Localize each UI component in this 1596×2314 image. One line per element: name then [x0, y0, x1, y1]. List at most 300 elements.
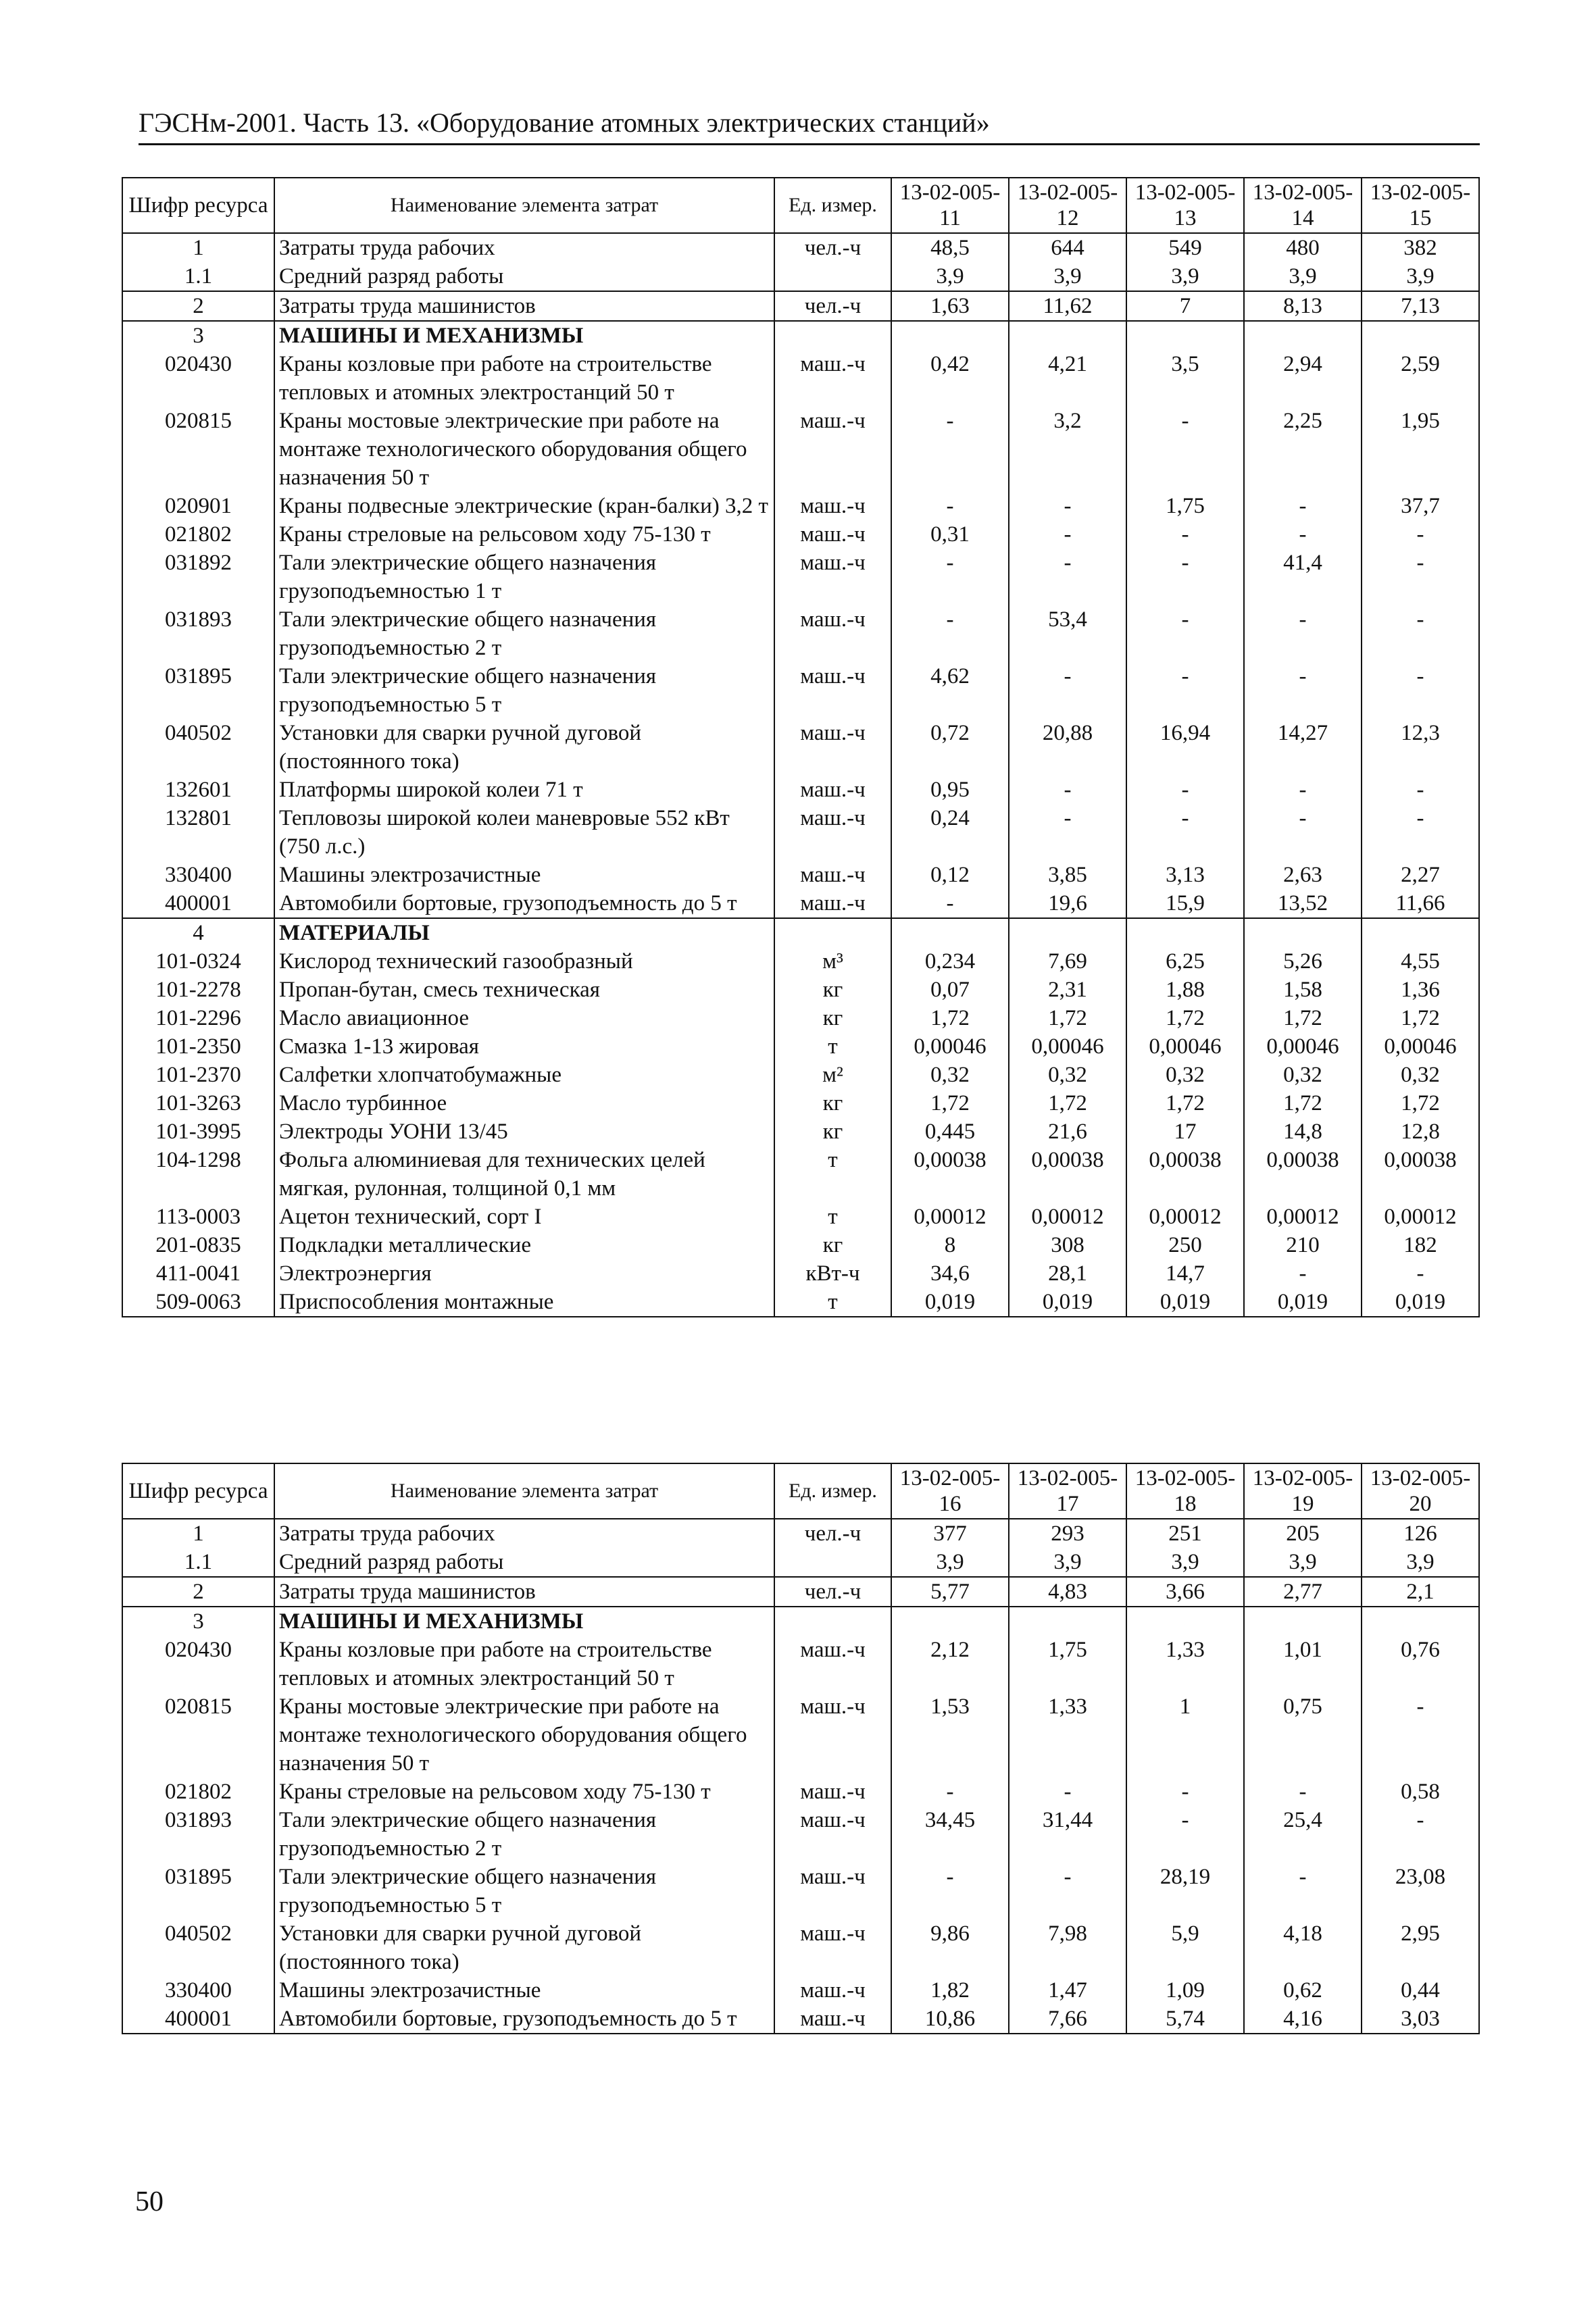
unit-of-measure: маш.-ч	[774, 889, 891, 918]
norm-value	[1362, 1607, 1479, 1636]
unit-of-measure: маш.-ч	[774, 719, 891, 776]
cost-element-name: Затраты труда машинистов	[274, 291, 774, 321]
cost-element-name: Электроды УОНИ 13/45	[274, 1117, 774, 1146]
norm-value: 0,00046	[1362, 1032, 1479, 1061]
resource-code: 1.1	[122, 1548, 274, 1577]
norm-value: 5,9	[1126, 1919, 1244, 1976]
norm-value: 1,72	[1126, 1089, 1244, 1117]
norm-value: 0,00038	[1009, 1146, 1126, 1203]
norm-value: -	[1009, 549, 1126, 605]
norm-value: 11,66	[1362, 889, 1479, 918]
norm-value	[1126, 918, 1244, 947]
unit-of-measure: маш.-ч	[774, 1976, 891, 2005]
unit-of-measure: т	[774, 1288, 891, 1317]
table-row	[122, 1259, 1479, 1288]
norm-value: 0,234	[891, 947, 1009, 976]
resource-code: 2	[122, 291, 274, 321]
table-row	[122, 804, 1479, 861]
norm-value: 3,03	[1362, 2005, 1479, 2034]
norm-value: 2,63	[1244, 861, 1362, 889]
cost-element-name: Тепловозы широкой колеи маневровые 552 кВт (750 л.с.)	[274, 804, 774, 861]
unit-of-measure: маш.-ч	[774, 605, 891, 662]
resource-code: 101-2296	[122, 1004, 274, 1032]
norm-value: 4,16	[1244, 2005, 1362, 2034]
norm-value: 0,44	[1362, 1976, 1479, 2005]
norm-value: 25,4	[1244, 1806, 1362, 1863]
norm-value: 1,82	[891, 1976, 1009, 2005]
resource-code: 021802	[122, 1778, 274, 1806]
norm-value: 0,00046	[1126, 1032, 1244, 1061]
table-row	[122, 492, 1479, 520]
norm-value: 3,9	[1244, 1548, 1362, 1577]
norm-value: 308	[1009, 1231, 1126, 1259]
norm-value	[1244, 1607, 1362, 1636]
norm-value: 5,74	[1126, 2005, 1244, 2034]
norm-value: 3,9	[891, 1548, 1009, 1577]
resource-code: 330400	[122, 861, 274, 889]
norm-value: 1,33	[1009, 1692, 1126, 1778]
norm-value: 10,86	[891, 2005, 1009, 2034]
norm-value: 3,9	[1362, 262, 1479, 291]
cost-element-name: Электроэнергия	[274, 1259, 774, 1288]
table-row	[122, 1288, 1479, 1317]
norm-value: -	[1009, 492, 1126, 520]
table-row	[122, 233, 1479, 262]
header-col: 13-02-005-19	[1244, 1463, 1362, 1519]
table-row	[122, 1004, 1479, 1032]
cost-element-name: Приспособления монтажные	[274, 1288, 774, 1317]
norm-value: 3,9	[1126, 1548, 1244, 1577]
norm-value: -	[1009, 1863, 1126, 1919]
table-row	[122, 1577, 1479, 1607]
unit-of-measure: маш.-ч	[774, 549, 891, 605]
norm-value: 8	[891, 1231, 1009, 1259]
norm-value: -	[891, 605, 1009, 662]
unit-of-measure: маш.-ч	[774, 1636, 891, 1692]
norm-value: -	[1126, 605, 1244, 662]
norm-value: 2,31	[1009, 976, 1126, 1004]
header-unit: Ед. измер.	[774, 1463, 891, 1519]
norm-value: -	[1009, 804, 1126, 861]
norm-value: -	[1362, 662, 1479, 719]
norm-value: 126	[1362, 1519, 1479, 1548]
norm-value: 4,83	[1009, 1577, 1126, 1607]
norm-value	[1009, 1607, 1126, 1636]
norm-value: 28,19	[1126, 1863, 1244, 1919]
norm-value: 13,52	[1244, 889, 1362, 918]
resource-code: 101-2350	[122, 1032, 274, 1061]
cost-element-name: Автомобили бортовые, грузоподъемность до 5 т	[274, 2005, 774, 2034]
resource-code: 040502	[122, 1919, 274, 1976]
resource-code: 101-2370	[122, 1061, 274, 1089]
norm-value	[1126, 1607, 1244, 1636]
unit-of-measure	[774, 918, 891, 947]
unit-of-measure: маш.-ч	[774, 861, 891, 889]
norm-value: 12,8	[1362, 1117, 1479, 1146]
header-col: 13-02-005-15	[1362, 178, 1479, 233]
cost-element-name: Тали электрические общего назначения грузоподъемностью 5 т	[274, 1863, 774, 1919]
cost-element-name: Тали электрические общего назначения грузоподъемностью 5 т	[274, 662, 774, 719]
norm-value: 11,62	[1009, 291, 1126, 321]
unit-of-measure: маш.-ч	[774, 350, 891, 407]
resource-table-1	[122, 177, 1480, 1317]
norm-value: -	[1244, 776, 1362, 804]
norm-value: -	[891, 1778, 1009, 1806]
resource-code: 509-0063	[122, 1288, 274, 1317]
norm-value: -	[1126, 776, 1244, 804]
table-row	[122, 350, 1479, 407]
norm-value: 2,25	[1244, 407, 1362, 492]
resource-code: 3	[122, 321, 274, 350]
table-row	[122, 1806, 1479, 1863]
cost-element-name: Краны стреловые на рельсовом ходу 75-130 т	[274, 520, 774, 549]
unit-of-measure	[774, 1607, 891, 1636]
cost-element-name: Средний разряд работы	[274, 262, 774, 291]
norm-value: -	[1126, 1778, 1244, 1806]
norm-value: 0,00012	[891, 1203, 1009, 1231]
unit-of-measure	[774, 321, 891, 350]
cost-element-name: Автомобили бортовые, грузоподъемность до 5 т	[274, 889, 774, 918]
norm-value: 3,66	[1126, 1577, 1244, 1607]
header-name: Наименование элемента затрат	[274, 1463, 774, 1519]
norm-value: 7,66	[1009, 2005, 1126, 2034]
header-name: Наименование элемента затрат	[274, 178, 774, 233]
unit-of-measure: маш.-ч	[774, 1778, 891, 1806]
header-col: 13-02-005-18	[1126, 1463, 1244, 1519]
unit-of-measure: чел.-ч	[774, 291, 891, 321]
norm-value: -	[1244, 1863, 1362, 1919]
norm-value: 34,6	[891, 1259, 1009, 1288]
unit-of-measure: т	[774, 1032, 891, 1061]
norm-value: 7	[1126, 291, 1244, 321]
cost-element-name: Машины электрозачистные	[274, 1976, 774, 2005]
page-number: 50	[135, 2186, 164, 2217]
norm-value: 1,72	[1362, 1004, 1479, 1032]
norm-value: -	[1244, 662, 1362, 719]
norm-value: 53,4	[1009, 605, 1126, 662]
unit-of-measure: чел.-ч	[774, 233, 891, 262]
norm-value: -	[1126, 1806, 1244, 1863]
norm-value: 2,1	[1362, 1577, 1479, 1607]
resource-code: 031892	[122, 549, 274, 605]
norm-value: 0,00012	[1009, 1203, 1126, 1231]
resource-code: 020815	[122, 1692, 274, 1778]
unit-of-measure: маш.-ч	[774, 1692, 891, 1778]
norm-value: 4,55	[1362, 947, 1479, 976]
table-row	[122, 1089, 1479, 1117]
norm-value: 3,9	[1362, 1548, 1479, 1577]
norm-value: 0,019	[1126, 1288, 1244, 1317]
unit-of-measure: маш.-ч	[774, 662, 891, 719]
norm-value: 0,42	[891, 350, 1009, 407]
unit-of-measure: маш.-ч	[774, 1919, 891, 1976]
cost-element-name: Затраты труда рабочих	[274, 1519, 774, 1548]
resource-table-2	[122, 1463, 1480, 2034]
norm-value	[891, 321, 1009, 350]
unit-of-measure: маш.-ч	[774, 492, 891, 520]
norm-value: 28,1	[1009, 1259, 1126, 1288]
norm-value: -	[1362, 776, 1479, 804]
norm-value: 0,32	[891, 1061, 1009, 1089]
header-code: Шифр ресурса	[122, 178, 274, 233]
norm-value: -	[1362, 804, 1479, 861]
norm-value: 7,98	[1009, 1919, 1126, 1976]
norm-value: -	[1009, 662, 1126, 719]
norm-value: 1,72	[1244, 1004, 1362, 1032]
norm-value: 8,13	[1244, 291, 1362, 321]
norm-value: 382	[1362, 233, 1479, 262]
table-row	[122, 1519, 1479, 1548]
resource-code: 031893	[122, 605, 274, 662]
norm-value: -	[1362, 1806, 1479, 1863]
norm-value	[1244, 918, 1362, 947]
resource-code: 101-2278	[122, 976, 274, 1004]
norm-value: 5,77	[891, 1577, 1009, 1607]
norm-value: 48,5	[891, 233, 1009, 262]
norm-value: 9,86	[891, 1919, 1009, 1976]
unit-of-measure: м²	[774, 1061, 891, 1089]
norm-value: 0,95	[891, 776, 1009, 804]
resource-code: 031893	[122, 1806, 274, 1863]
norm-value: 4,62	[891, 662, 1009, 719]
cost-element-name: Тали электрические общего назначения грузоподъемностью 2 т	[274, 1806, 774, 1863]
header-col: 13-02-005-11	[891, 178, 1009, 233]
norm-value: 2,77	[1244, 1577, 1362, 1607]
norm-value: 0,58	[1362, 1778, 1479, 1806]
norm-value: 0,019	[1009, 1288, 1126, 1317]
cost-element-name: Масло турбинное	[274, 1089, 774, 1117]
unit-of-measure: кг	[774, 1089, 891, 1117]
norm-value: 23,08	[1362, 1863, 1479, 1919]
cost-element-name: МАТЕРИАЛЫ	[274, 918, 774, 947]
norm-value: 0,00038	[891, 1146, 1009, 1203]
norm-value: 2,94	[1244, 350, 1362, 407]
norm-value: 31,44	[1009, 1806, 1126, 1863]
resource-code: 132601	[122, 776, 274, 804]
unit-of-measure: кг	[774, 1004, 891, 1032]
resource-code: 330400	[122, 1976, 274, 2005]
norm-value: 21,6	[1009, 1117, 1126, 1146]
unit-of-measure: маш.-ч	[774, 776, 891, 804]
norm-value: 37,7	[1362, 492, 1479, 520]
table-row	[122, 861, 1479, 889]
norm-value: 3,13	[1126, 861, 1244, 889]
norm-value: 0,62	[1244, 1976, 1362, 2005]
norm-value: 14,27	[1244, 719, 1362, 776]
table-row	[122, 321, 1479, 350]
norm-value	[891, 918, 1009, 947]
norm-value: 1,72	[1126, 1004, 1244, 1032]
norm-value: -	[1009, 1778, 1126, 1806]
table-row	[122, 918, 1479, 947]
cost-element-name: Краны подвесные электрические (кран-балки) 3,2 т	[274, 492, 774, 520]
norm-value: 1,53	[891, 1692, 1009, 1778]
cost-element-name: Тали электрические общего назначения грузоподъемностью 1 т	[274, 549, 774, 605]
norm-value: 1	[1126, 1692, 1244, 1778]
table-row	[122, 549, 1479, 605]
norm-value: 1,33	[1126, 1636, 1244, 1692]
norm-value: 41,4	[1244, 549, 1362, 605]
norm-value: 1,75	[1126, 492, 1244, 520]
norm-value: 0,00012	[1126, 1203, 1244, 1231]
norm-value: 377	[891, 1519, 1009, 1548]
table-row	[122, 776, 1479, 804]
table-row	[122, 291, 1479, 321]
norm-value: -	[891, 407, 1009, 492]
norm-value: 1,36	[1362, 976, 1479, 1004]
unit-of-measure: маш.-ч	[774, 407, 891, 492]
unit-of-measure	[774, 1548, 891, 1577]
norm-value: 0,00046	[891, 1032, 1009, 1061]
table-row	[122, 605, 1479, 662]
header-code: Шифр ресурса	[122, 1463, 274, 1519]
cost-element-name: Машины электрозачистные	[274, 861, 774, 889]
table-row	[122, 407, 1479, 492]
norm-value: 6,25	[1126, 947, 1244, 976]
norm-value	[1126, 321, 1244, 350]
table-row	[122, 662, 1479, 719]
resource-code: 3	[122, 1607, 274, 1636]
norm-value: 0,75	[1244, 1692, 1362, 1778]
resource-code: 4	[122, 918, 274, 947]
norm-value: 1,09	[1126, 1976, 1244, 2005]
unit-of-measure: кг	[774, 1117, 891, 1146]
unit-of-measure: маш.-ч	[774, 1806, 891, 1863]
norm-value: -	[891, 1863, 1009, 1919]
cost-element-name: Фольга алюминиевая для технических целей мягкая, рулонная, толщиной 0,1 мм	[274, 1146, 774, 1203]
norm-value: 0,00038	[1126, 1146, 1244, 1203]
norm-value: 0,12	[891, 861, 1009, 889]
table-row	[122, 1061, 1479, 1089]
table-row	[122, 976, 1479, 1004]
norm-value: -	[1009, 520, 1126, 549]
resource-code: 020815	[122, 407, 274, 492]
table-row	[122, 1976, 1479, 2005]
norm-value: -	[1362, 1692, 1479, 1778]
resource-code: 411-0041	[122, 1259, 274, 1288]
norm-value: 16,94	[1126, 719, 1244, 776]
header-unit: Ед. измер.	[774, 178, 891, 233]
unit-of-measure: т	[774, 1203, 891, 1231]
cost-element-name: Салфетки хлопчатобумажные	[274, 1061, 774, 1089]
header-col: 13-02-005-13	[1126, 178, 1244, 233]
norm-value: 0,76	[1362, 1636, 1479, 1692]
norm-value: 1,88	[1126, 976, 1244, 1004]
norm-value	[1009, 918, 1126, 947]
norm-value: 17	[1126, 1117, 1244, 1146]
norm-value: 0,00012	[1362, 1203, 1479, 1231]
norm-value: -	[1362, 1259, 1479, 1288]
norm-value	[1244, 321, 1362, 350]
table-row	[122, 1203, 1479, 1231]
cost-element-name: Установки для сварки ручной дуговой (постоянного тока)	[274, 1919, 774, 1976]
norm-value: -	[1126, 407, 1244, 492]
norm-value: 1,72	[1362, 1089, 1479, 1117]
norm-value: -	[1126, 520, 1244, 549]
cost-element-name: МАШИНЫ И МЕХАНИЗМЫ	[274, 321, 774, 350]
norm-value: 1,75	[1009, 1636, 1126, 1692]
norm-value: -	[891, 889, 1009, 918]
norm-value: 1,72	[1009, 1089, 1126, 1117]
norm-value: 644	[1009, 233, 1126, 262]
norm-value: 3,2	[1009, 407, 1126, 492]
norm-value: -	[1244, 1259, 1362, 1288]
norm-value: 549	[1126, 233, 1244, 262]
cost-element-name: Установки для сварки ручной дуговой (постоянного тока)	[274, 719, 774, 776]
norm-value: 1,01	[1244, 1636, 1362, 1692]
resource-code: 201-0835	[122, 1231, 274, 1259]
norm-value: 3,5	[1126, 350, 1244, 407]
norm-value: 2,12	[891, 1636, 1009, 1692]
norm-value: 20,88	[1009, 719, 1126, 776]
header-col: 13-02-005-20	[1362, 1463, 1479, 1519]
norm-value: 0,019	[1362, 1288, 1479, 1317]
header-col: 13-02-005-14	[1244, 178, 1362, 233]
norm-value: -	[1126, 662, 1244, 719]
unit-of-measure: м³	[774, 947, 891, 976]
resource-code: 113-0003	[122, 1203, 274, 1231]
cost-element-name: Краны козловые при работе на строительстве тепловых и атомных электростанций 50 т	[274, 1636, 774, 1692]
norm-value: 12,3	[1362, 719, 1479, 776]
resource-code: 1	[122, 233, 274, 262]
norm-value: 3,85	[1009, 861, 1126, 889]
norm-value: 210	[1244, 1231, 1362, 1259]
norm-value: 205	[1244, 1519, 1362, 1548]
unit-of-measure: чел.-ч	[774, 1519, 891, 1548]
table-row	[122, 1607, 1479, 1636]
table-row	[122, 520, 1479, 549]
norm-value: 1,72	[1244, 1089, 1362, 1117]
cost-element-name: Краны козловые при работе на строительстве тепловых и атомных электростанций 50 т	[274, 350, 774, 407]
norm-value: 0,32	[1244, 1061, 1362, 1089]
norm-value: 7,13	[1362, 291, 1479, 321]
norm-value: -	[1244, 520, 1362, 549]
cost-element-name: Подкладки металлические	[274, 1231, 774, 1259]
cost-element-name: Краны стреловые на рельсовом ходу 75-130 т	[274, 1778, 774, 1806]
cost-element-name: Пропан-бутан, смесь техническая	[274, 976, 774, 1004]
norm-value: -	[891, 549, 1009, 605]
resource-code: 101-0324	[122, 947, 274, 976]
norm-value: 0,32	[1362, 1061, 1479, 1089]
resource-code: 2	[122, 1577, 274, 1607]
cost-element-name: Тали электрические общего назначения грузоподъемностью 2 т	[274, 605, 774, 662]
norm-value: 1,58	[1244, 976, 1362, 1004]
resource-code: 020901	[122, 492, 274, 520]
norm-value: 3,9	[1244, 262, 1362, 291]
norm-value: 1,72	[891, 1089, 1009, 1117]
table-row	[122, 1636, 1479, 1692]
norm-value: 14,7	[1126, 1259, 1244, 1288]
table-row	[122, 1778, 1479, 1806]
unit-of-measure	[774, 262, 891, 291]
cost-element-name: Средний разряд работы	[274, 1548, 774, 1577]
norm-value: 1,72	[891, 1004, 1009, 1032]
norm-value: -	[1244, 1778, 1362, 1806]
cost-element-name: Масло авиационное	[274, 1004, 774, 1032]
cost-element-name: Краны мостовые электрические при работе на монтаже технологического оборудования общего назначения 50 т	[274, 1692, 774, 1778]
table-row	[122, 2005, 1479, 2034]
resource-code: 400001	[122, 2005, 274, 2034]
norm-value: 0,00038	[1362, 1146, 1479, 1203]
cost-element-name: Затраты труда машинистов	[274, 1577, 774, 1607]
cost-element-name: Кислород технический газообразный	[274, 947, 774, 976]
resource-code: 104-1298	[122, 1146, 274, 1203]
unit-of-measure: кг	[774, 976, 891, 1004]
norm-value: 7,69	[1009, 947, 1126, 976]
header-col: 13-02-005-17	[1009, 1463, 1126, 1519]
table-row	[122, 1692, 1479, 1778]
cost-element-name: МАШИНЫ И МЕХАНИЗМЫ	[274, 1607, 774, 1636]
